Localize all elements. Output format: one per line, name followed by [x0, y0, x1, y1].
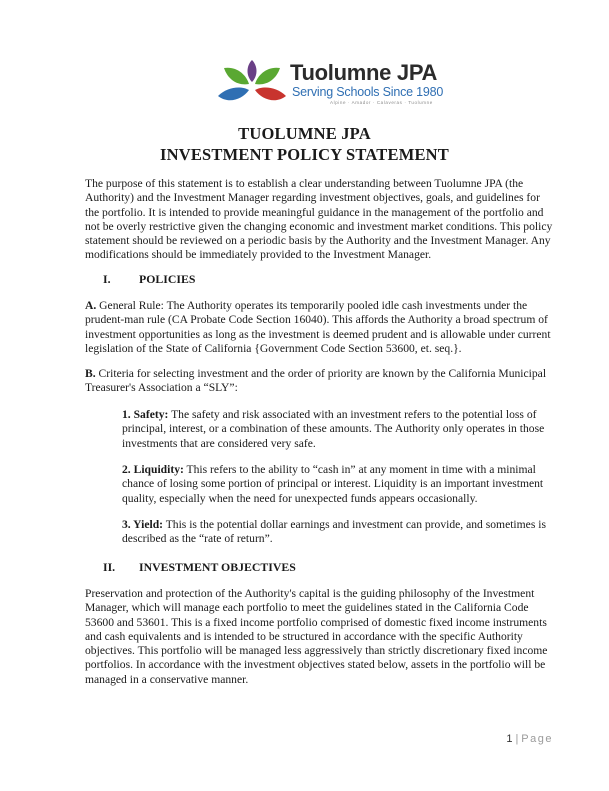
liquidity-paragraph	[122, 463, 555, 506]
logo-tagline: Serving Schools Since 1980	[292, 85, 444, 99]
section-2-title: INVESTMENT OBJECTIVES	[139, 560, 296, 574]
policy-b-text: Criteria for selecting investment and the order of priority are known by the California Municipal Treasurer's Association a “SLY”:	[85, 367, 547, 395]
section-2-heading	[103, 560, 296, 575]
policy-b-label: B.	[85, 367, 96, 380]
policy-a-paragraph	[85, 299, 555, 356]
flower-logo-icon	[216, 56, 288, 108]
policy-a-text: General Rule: The Authority operates its temporarily pooled idle cash investments under the prudent-man rule (CA Probate Code Section 16040). This affords the Authority a broad spectrum of investment opportunities as long as the investment is deemed prudent and is allowable under current legislation of the State of California {Government Code Section 53600, et. seq.}.	[85, 299, 551, 355]
yield-label: 3. Yield:	[122, 518, 164, 531]
yield-paragraph	[122, 518, 555, 547]
safety-paragraph	[122, 408, 555, 451]
tuolumne-jpa-logo	[216, 56, 456, 108]
logo-title: Tuolumne JPA	[290, 60, 438, 85]
safety-text: The safety and risk associated with an investment refers to the potential loss of principal, interest, or a combination of these amounts. The Authority only operates in those investments that are considered very safe.	[122, 408, 545, 450]
section-1-heading	[103, 272, 195, 287]
logo-counties: Alpine · Amador · Calaveras · Tuolumne	[330, 100, 433, 105]
policy-b-paragraph	[85, 367, 555, 396]
document-title-line1: TUOLUMNE JPA	[238, 124, 371, 143]
footer-separator: |	[515, 733, 519, 745]
section-1-number: I.	[103, 272, 111, 286]
intro-paragraph: The purpose of this statement is to establish a clear understanding between Tuolumne JPA (the Authority) and the Investment Manager regarding investment objectives, goals, and guidelines for the portfolio. It is intended to provide meaningful guidance in the management of the portfolio and not be overly restrictive given the changing economic and investment market conditions. This policy statement should be reviewed on a periodic basis by the Authority and the Investment Manager. Any modifications should be immediately provided to the Investment Manager.	[85, 177, 553, 262]
policy-a-label: A.	[85, 299, 97, 312]
section-1-title: POLICIES	[139, 272, 196, 286]
liquidity-label: 2. Liquidity:	[122, 463, 184, 476]
objectives-paragraph: Preservation and protection of the Authority's capital is the guiding philosophy of the Investment Manager, which will manage each portfolio to meet the guidelines stated in the California Code 53600 and 53601. This is a fixed income portfolio comprised of domestic fixed income instruments and cash equivalents and is intended to be structured in accordance with the specific Authority objectives. This portfolio will be managed less aggressively than strictly discretionary fixed income portfolios. In accordance with the investment objectives stated below, assets in the portfolio will be managed in a conservative manner.	[85, 587, 548, 686]
document-title-line2: INVESTMENT POLICY STATEMENT	[159, 145, 449, 164]
page-number: 1	[506, 733, 513, 745]
safety-label: 1. Safety:	[122, 408, 169, 421]
liquidity-text: This refers to the ability to “cash in” at any moment in time with a minimal chance of losing some portion of principal or interest. Liquidity is an important investment quality, especially when the need for unexpected funds appears occasionally.	[122, 463, 544, 505]
yield-text: This is the potential dollar earnings and investment can provide, and sometimes is described as the “rate of return”.	[122, 518, 546, 546]
section-2-number: II.	[103, 560, 116, 574]
page-word: Page	[521, 733, 553, 745]
page-footer	[506, 733, 553, 745]
